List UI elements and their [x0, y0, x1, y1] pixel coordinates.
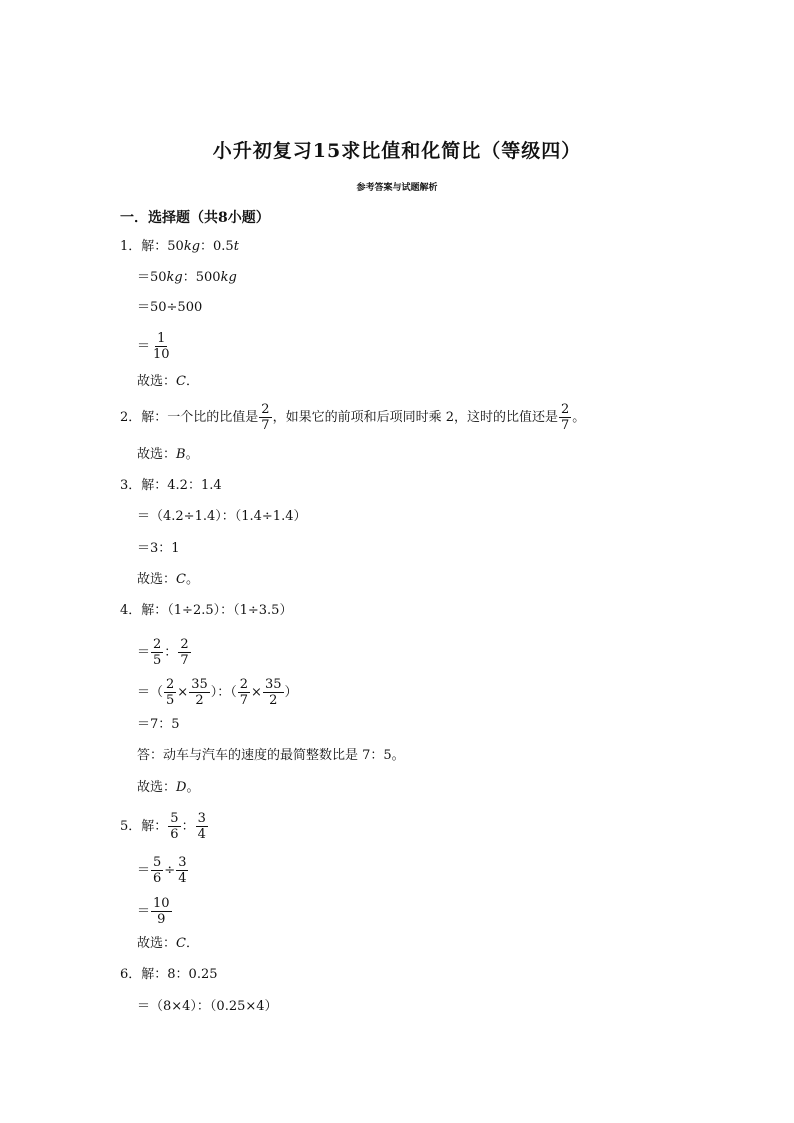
- q3-line-0: [120, 477, 222, 495]
- q2-text1: 一个比的比值是: [167, 410, 259, 425]
- q1-l0-b: ：0.5: [200, 239, 234, 254]
- q4-answer-sentence: 答：动车与汽车的速度的最简整数比是 7：5。: [137, 748, 405, 763]
- denominator: 2: [269, 693, 278, 708]
- q4-ans-letter: D: [176, 780, 187, 795]
- q5-l0-fraction-1: [168, 811, 180, 842]
- q1-line-0: [120, 238, 239, 256]
- q5-line-1: [137, 855, 189, 886]
- page-title: 小升初复习15求比值和化简比（等级四）: [212, 140, 582, 162]
- q3-ans-post: 。: [185, 572, 199, 587]
- q4-l2-fraction-4: [263, 677, 284, 708]
- q1-l1-kg1: kg: [166, 270, 183, 285]
- q6-line-0: [120, 966, 218, 984]
- q3-line-1: ＝（4.2÷1.4）：（1.4÷1.4）: [137, 509, 307, 524]
- denominator: 4: [197, 827, 206, 842]
- q4-l1-fraction-2: [178, 637, 190, 668]
- q1-ans-pre: 故选：: [137, 374, 177, 389]
- q6-l0: 8：0.25: [167, 967, 218, 982]
- q5-l1-fraction-1: [151, 855, 163, 886]
- numerator: 10: [153, 896, 170, 911]
- q2-answer: [137, 446, 199, 464]
- q4-l2-fraction-1: [164, 677, 176, 708]
- denominator: 7: [560, 418, 570, 433]
- q1-l0-kg: kg: [183, 239, 201, 254]
- q1-l0-a: 50: [167, 239, 184, 254]
- q2-number: 2．解：: [120, 410, 168, 425]
- numerator: 2: [261, 402, 270, 417]
- denominator: 7: [239, 693, 249, 708]
- denominator: 7: [180, 653, 189, 668]
- q1-l3-eq: ＝: [137, 339, 151, 354]
- section-heading: 一．选择题（共8小题）: [120, 210, 270, 226]
- q2-ans-pre: 故选：: [137, 447, 177, 462]
- denominator: 5: [153, 653, 162, 668]
- q5-ans-pre: 故选：: [137, 936, 177, 951]
- q1-l3-fraction: [151, 331, 172, 362]
- q3-ans-pre: 故选：: [137, 572, 177, 587]
- q1-line-3: [137, 331, 173, 362]
- denominator: 6: [153, 871, 162, 886]
- denominator: 10: [153, 347, 170, 362]
- q2-fraction-1: [259, 402, 271, 433]
- numerator: 2: [166, 677, 175, 692]
- numerator: 35: [191, 677, 208, 692]
- q1-l1-kg2: kg: [220, 270, 237, 285]
- q4-l2-times-2: ×: [251, 685, 262, 700]
- q2-fraction-2: [559, 402, 571, 433]
- q5-ans-letter: C: [176, 936, 186, 951]
- page-subtitle: 参考答案与试题解析: [356, 183, 438, 193]
- q1-number: 1．解：: [120, 239, 168, 254]
- q2-ans-letter: B: [176, 447, 186, 462]
- q3-ans-letter: C: [176, 572, 186, 587]
- denominator: 5: [166, 693, 175, 708]
- q3-l0: 4.2：1.4: [167, 478, 222, 493]
- numerator: 35: [264, 677, 282, 692]
- q5-l1-div: ÷: [164, 863, 176, 878]
- q6-number: 6．解：: [120, 967, 168, 982]
- denominator: 4: [178, 871, 187, 886]
- q1-l0-t: t: [233, 239, 239, 254]
- q3-number: 3．解：: [120, 478, 168, 493]
- numerator: 3: [197, 811, 206, 826]
- q4-l0: （1÷2.5）：（1÷3.5）: [167, 603, 293, 618]
- q4-l2-close: ）: [284, 685, 298, 700]
- denominator: 7: [261, 418, 270, 433]
- q1-answer: [137, 373, 199, 391]
- q4-answer: [137, 779, 199, 797]
- q4-ans-post: 。: [186, 780, 200, 795]
- q5-l2-fraction: [151, 896, 172, 927]
- numerator: 5: [153, 855, 162, 870]
- numerator: 2: [180, 637, 189, 652]
- q4-l2-open: ＝（: [137, 685, 164, 700]
- q4-number: 4．解：: [120, 603, 168, 618]
- numerator: 3: [178, 855, 187, 870]
- q1-l1-a: ＝50: [137, 270, 167, 285]
- q4-l1-eq: ＝: [137, 645, 151, 660]
- q5-l1-eq: ＝: [137, 863, 151, 878]
- q4-line-2: [137, 677, 298, 708]
- numerator: 1: [157, 331, 166, 346]
- q1-ans-post: ．: [185, 374, 199, 389]
- q5-line-2: [137, 896, 173, 927]
- q5-l0-fraction-2: [196, 811, 208, 842]
- denominator: 9: [157, 912, 166, 927]
- q4-l2-fraction-2: [189, 677, 210, 708]
- denominator: 2: [195, 693, 204, 708]
- q5-line-0: [120, 811, 209, 842]
- q2-text3: 。: [572, 410, 586, 425]
- numerator: 2: [153, 637, 162, 652]
- q2-text2: ，如果它的前项和后项同时乘 2，这时的比值还是: [272, 410, 558, 425]
- q4-ans-pre: 故选：: [137, 780, 177, 795]
- q4-line-0: [120, 602, 292, 620]
- q4-l2-times-1: ×: [177, 685, 189, 700]
- q5-l1-fraction-2: [176, 855, 188, 886]
- numerator: 2: [239, 677, 249, 692]
- q3-answer: [137, 571, 199, 589]
- q4-l2-fraction-3: [238, 677, 250, 708]
- q1-ans-letter: C: [176, 374, 186, 389]
- q5-l0-colon: ：: [181, 819, 195, 834]
- q3-line-2: ＝3：1: [137, 541, 180, 556]
- q4-l1-fraction-1: [151, 637, 163, 668]
- q5-ans-post: ．: [185, 936, 199, 951]
- q5-answer: [137, 935, 199, 953]
- q4-l2-mid: ）：（: [210, 685, 237, 700]
- q1-l1-b: ：500: [182, 270, 221, 285]
- numerator: 2: [560, 402, 570, 417]
- q2-line-0: [120, 402, 585, 433]
- q1-line-2: ＝50÷500: [137, 300, 203, 315]
- numerator: 5: [170, 811, 179, 826]
- q4-line-3: ＝7：5: [137, 717, 180, 732]
- q4-line-1: [137, 637, 192, 668]
- q5-l2-eq: ＝: [137, 904, 151, 919]
- q2-ans-post: 。: [185, 447, 199, 462]
- denominator: 6: [170, 827, 179, 842]
- q1-line-1: [137, 269, 237, 287]
- q4-l1-colon: ：: [164, 645, 178, 660]
- q5-number: 5．解：: [120, 819, 168, 834]
- q6-line-1: ＝（8×4）：（0.25×4）: [137, 999, 278, 1014]
